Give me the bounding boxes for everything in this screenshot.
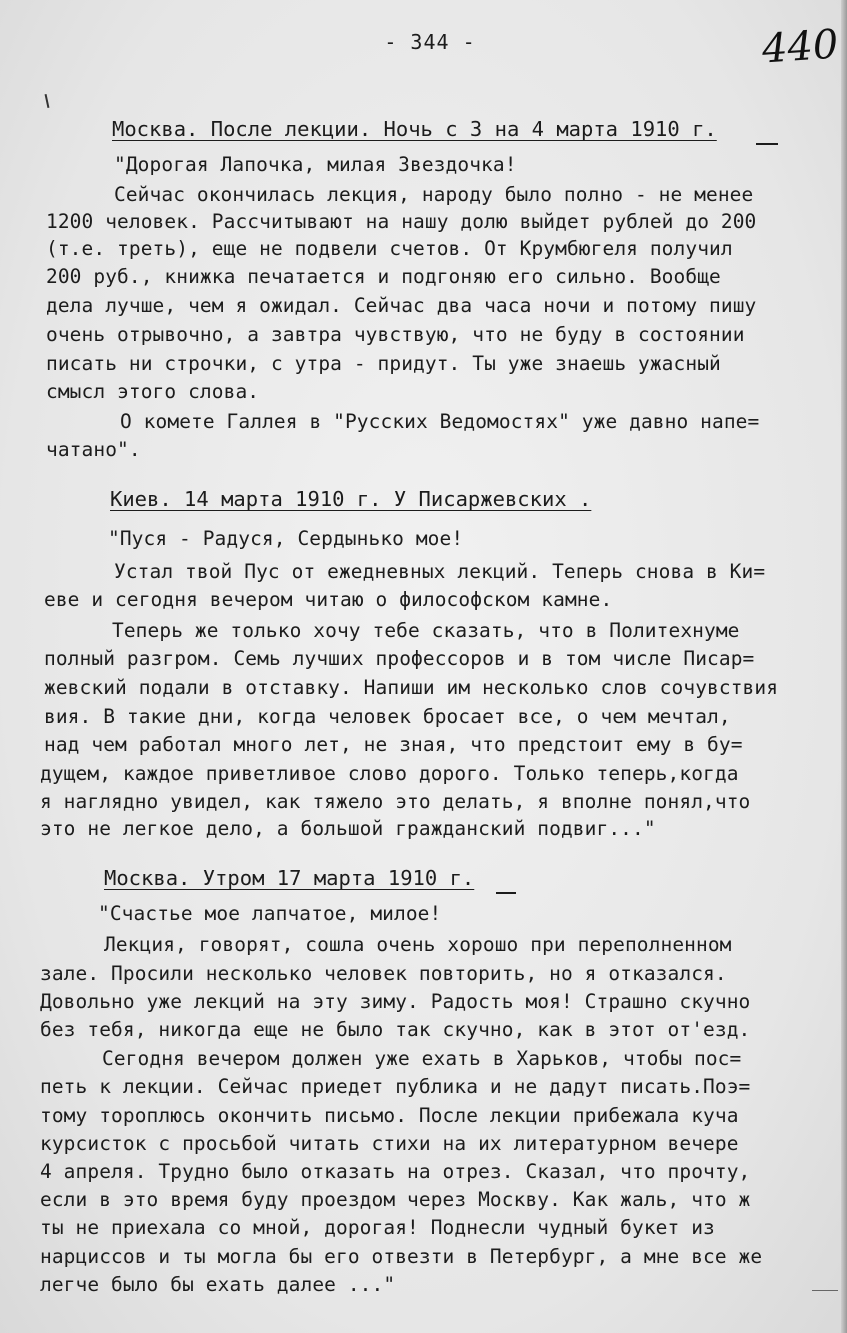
text-line: еве и сегодня вечером читаю о философском камне. — [44, 588, 613, 611]
text-line: Теперь же только хочу тебе сказать, что в Политехнуме — [112, 619, 740, 642]
text-line: это не легкое дело, а большой гражданский подвиг..." — [40, 817, 656, 840]
text-line: тому тороплюсь окончить письмо. После лекции прибежала куча — [40, 1104, 739, 1127]
text-line: "Пуся - Радуся, Сердынько мое! — [108, 527, 464, 550]
archive-number-handwritten: 440 — [760, 21, 840, 73]
text-line: Довольно уже лекций на эту зиму. Радость моя! Страшно скучно — [40, 990, 751, 1013]
page-number: - 344 - — [384, 30, 476, 54]
text-line: я наглядно увидел, как тяжело это делать, я вполне понял,что — [40, 790, 751, 813]
text-line: 1200 человек. Рассчитывают на нашу долю выйдет рублей до 200 — [46, 210, 757, 233]
text-line: если в это время буду проездом через Москву. Как жаль, что ж — [40, 1188, 751, 1211]
text-line: жевский подали в отставку. Напиши им несколько слов сочувствия — [44, 676, 779, 699]
text-line: Сейчас окончилась лекция, народу было полно - не менее — [114, 183, 754, 206]
text-line: курсисток с просьбой читать стихи на их литературном вечере — [40, 1132, 739, 1155]
heading-underline-extension — [756, 143, 778, 145]
text-line: (т.е. треть), еще не подвели счетов. От Крумбюгеля получил — [46, 237, 733, 260]
text-line: смысл этого слова. — [46, 380, 260, 403]
text-line: над чем работал много лет, не зная, что предстоит ему в бу= — [44, 733, 743, 756]
text-line: зале. Просили несколько человек повторить, но я отказался. — [40, 962, 727, 985]
text-line: без тебя, никогда еще не было так скучно, как в этот от'езд. — [40, 1018, 751, 1041]
section-heading: Киев. 14 марта 1910 г. У Писаржевских . — [110, 487, 592, 511]
text-line: "Счастье мое лапчатое, милое! — [98, 902, 442, 925]
text-line: "Дорогая Лапочка, милая Звездочка! — [114, 153, 517, 176]
heading-underline-extension — [496, 892, 516, 894]
text-line: очень отрывочно, а завтра чувствую, что не буду в состоянии — [46, 323, 745, 346]
text-line: дела лучше, чем я ожидал. Сейчас два часа ночи и потому пишу — [46, 294, 757, 317]
text-line: 4 апреля. Трудно было отказать на отрез. Сказал, что прочту, — [40, 1160, 751, 1183]
text-line: 200 руб., книжка печатается и подгоняю его сильно. Вообще — [46, 265, 721, 288]
text-line: легче было бы ехать далее ..." — [40, 1273, 396, 1296]
text-line: полный разгром. Семь лучших профессоров и в том числе Писар= — [44, 647, 755, 670]
margin-line-mark — [812, 1290, 838, 1291]
text-line: вия. В такие дни, когда человек бросает все, о чем мечтал, — [44, 705, 731, 728]
text-line: Сегодня вечером должен уже ехать в Харьков, чтобы пос= — [102, 1047, 742, 1070]
text-line: чатано". — [46, 438, 141, 461]
page-edge-shadow — [841, 0, 847, 1333]
section-heading: Москва. Утром 17 марта 1910 г. — [104, 866, 475, 890]
text-line: петь к лекции. Сейчас приедет публика и не дадут писать.Поэ= — [40, 1075, 751, 1098]
text-line: Лекция, говорят, сошла очень хорошо при переполненном — [104, 933, 732, 956]
text-line: О комете Галлея в "Русских Ведомостях" уже давно напе= — [120, 410, 760, 433]
text-line: дущем, каждое приветливое слово дорого. Только теперь,когда — [40, 762, 739, 785]
section-heading: Москва. После лекции. Ночь с 3 на 4 марта 1910 г. — [112, 117, 717, 141]
text-line: ты не приехала со мной, дорогая! Поднесли чудный букет из — [40, 1216, 715, 1239]
text-line: Устал твой Пус от ежедневных лекций. Теперь снова в Ки= — [114, 560, 766, 583]
text-line: нарциссов и ты могла бы его отвезти в Петербург, а мне все же — [40, 1245, 763, 1268]
text-line: писать ни строчки, с утра - придут. Ты уже знаешь ужасный — [46, 352, 721, 375]
